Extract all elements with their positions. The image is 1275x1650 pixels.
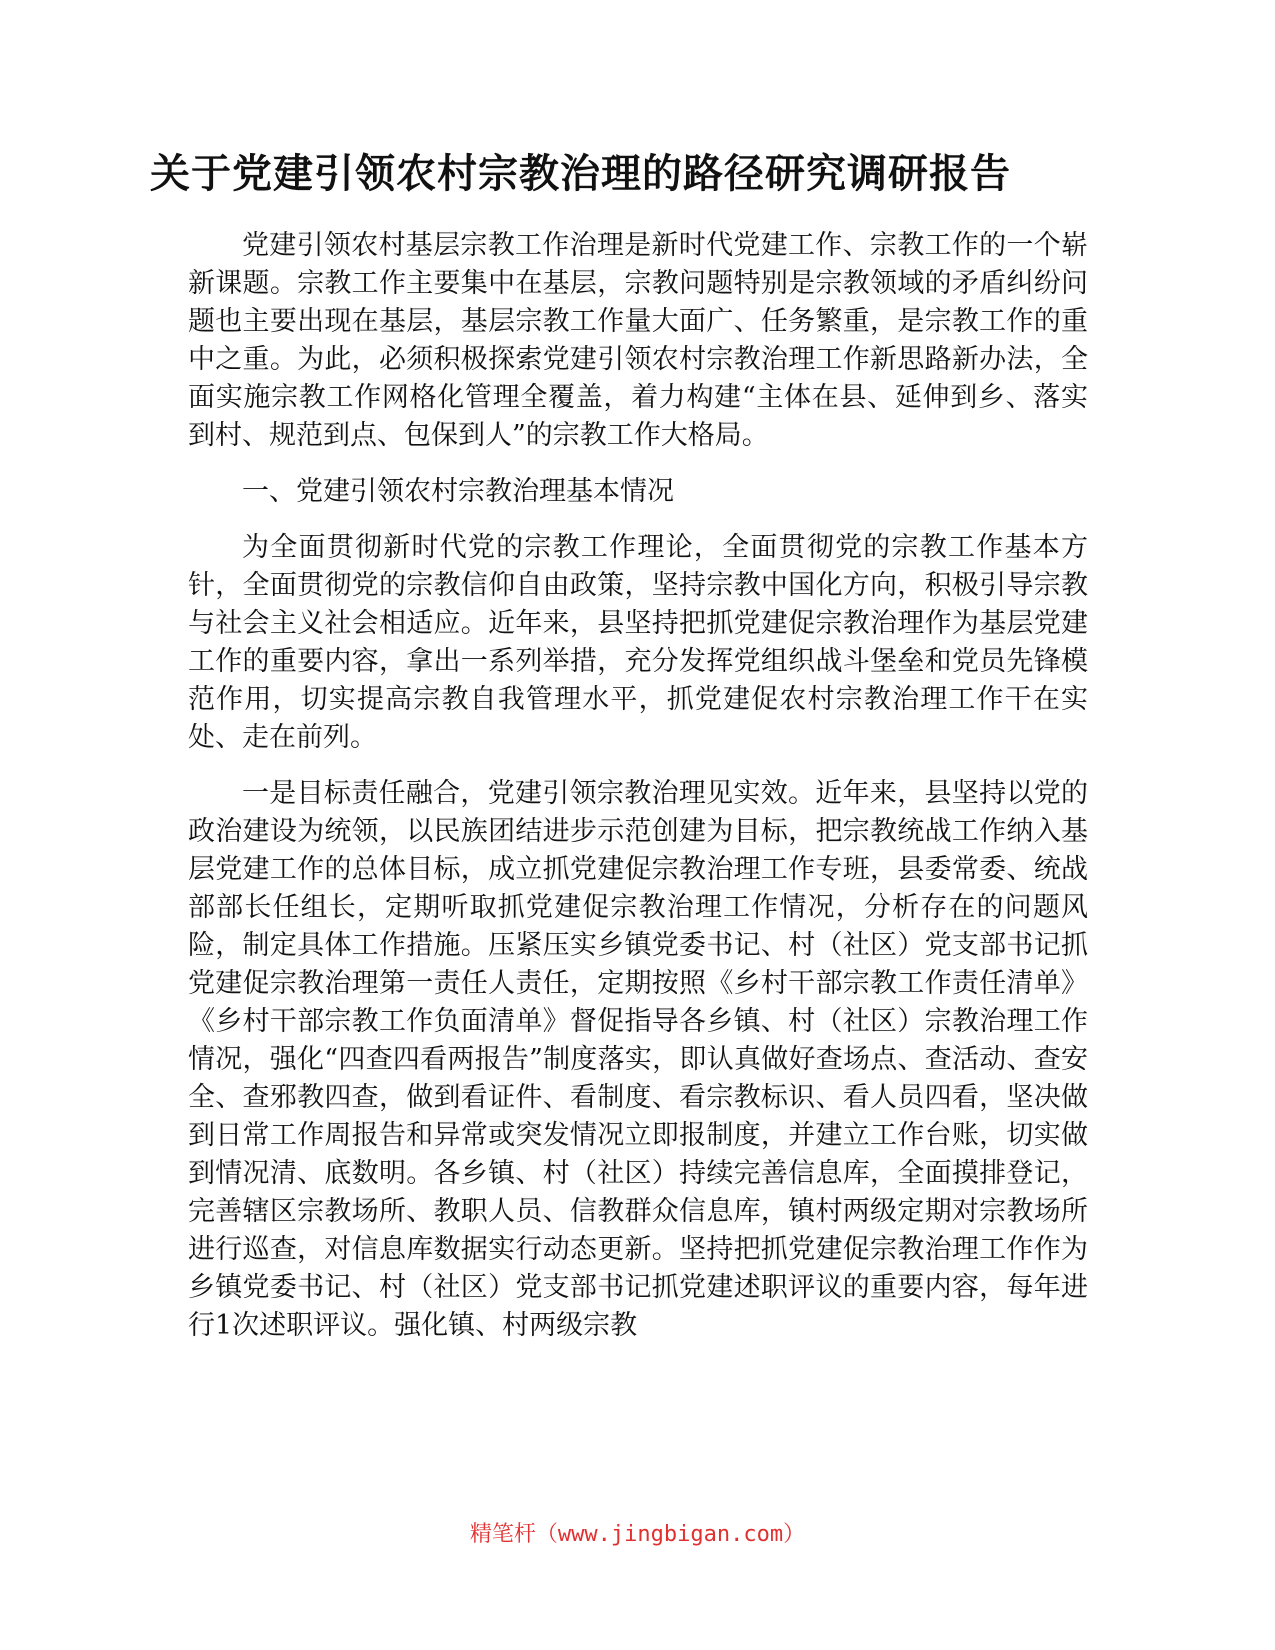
paragraph-situation: 为全面贯彻新时代党的宗教工作理论，全面贯彻党的宗教工作基本方针，全面贯彻党的宗教信仰自由政策，坚持宗教中国化方向，积极引导宗教与社会主义社会相适应。近年来，县坚持把抓党建促宗教治理作为基层党建工作的重要内容，拿出一系列举措，充分发挥党组织战斗堡垒和党员先锋模范作用，切实提高宗教自我管理水平，抓党建促农村宗教治理工作干在实处、走在前列。	[188, 532, 1088, 753]
paragraph-goal-responsibility: 一是目标责任融合，党建引领宗教治理见实效。近年来，县坚持以党的政治建设为统领，以民族团结进步示范创建为目标，把宗教统战工作纳入基层党建工作的总体目标，成立抓党建促宗教治理工作专班，县委常委、统战部部长任组长，定期听取抓党建促宗教治理工作情况，分析存在的问题风险，制定具体工作措施。压紧压实乡镇党委书记、村（社区）党支部书记抓党建促宗教治理第一责任人责任，定期按照《乡村干部宗教工作责任清单》《乡村干部宗教工作负面清单》督促指导各乡镇、村（社区）宗教治理工作情况，强化“四查四看两报告”制度落实，即认真做好查场点、查活动、查安全、查邪教四查，做到看证件、看制度、看宗教标识、看人员四看，坚决做到日常工作周报告和异常或突发情况立即报制度，并建立工作台账，切实做到情况清、底数明。各乡镇、村（社区）持续完善信息库，全面摸排登记，完善辖区宗教场所、教职人员、信教群众信息库，镇村两级定期对宗教场所进行巡查，对信息库数据实行动态更新。坚持把抓党建促宗教治理工作作为乡镇党委书记、村（社区）党支部书记抓党建述职评议的重要内容，每年进行1次述职评议。强化镇、村两级宗教	[188, 778, 1088, 1341]
section-heading-1: 一、党建引领农村宗教治理基本情况	[242, 476, 674, 507]
document-title: 关于党建引领农村宗教治理的路径研究调研报告	[150, 151, 1011, 197]
paragraph-intro: 党建引领农村基层宗教工作治理是新时代党建工作、宗教工作的一个崭新课题。宗教工作主要集中在基层，宗教问题特别是宗教领域的矛盾纠纷问题也主要出现在基层，基层宗教工作量大面广、任务繁重，是宗教工作的重中之重。为此，必须积极探索党建引领农村宗教治理工作新思路新办法，全面实施宗教工作网格化管理全覆盖，着力构建“主体在县、延伸到乡、落实到村、规范到点、包保到人”的宗教工作大格局。	[188, 230, 1088, 451]
document-body	[188, 227, 1088, 1363]
footer-watermark: 精笔杆（www.jingbigan.com）	[469, 1522, 806, 1547]
